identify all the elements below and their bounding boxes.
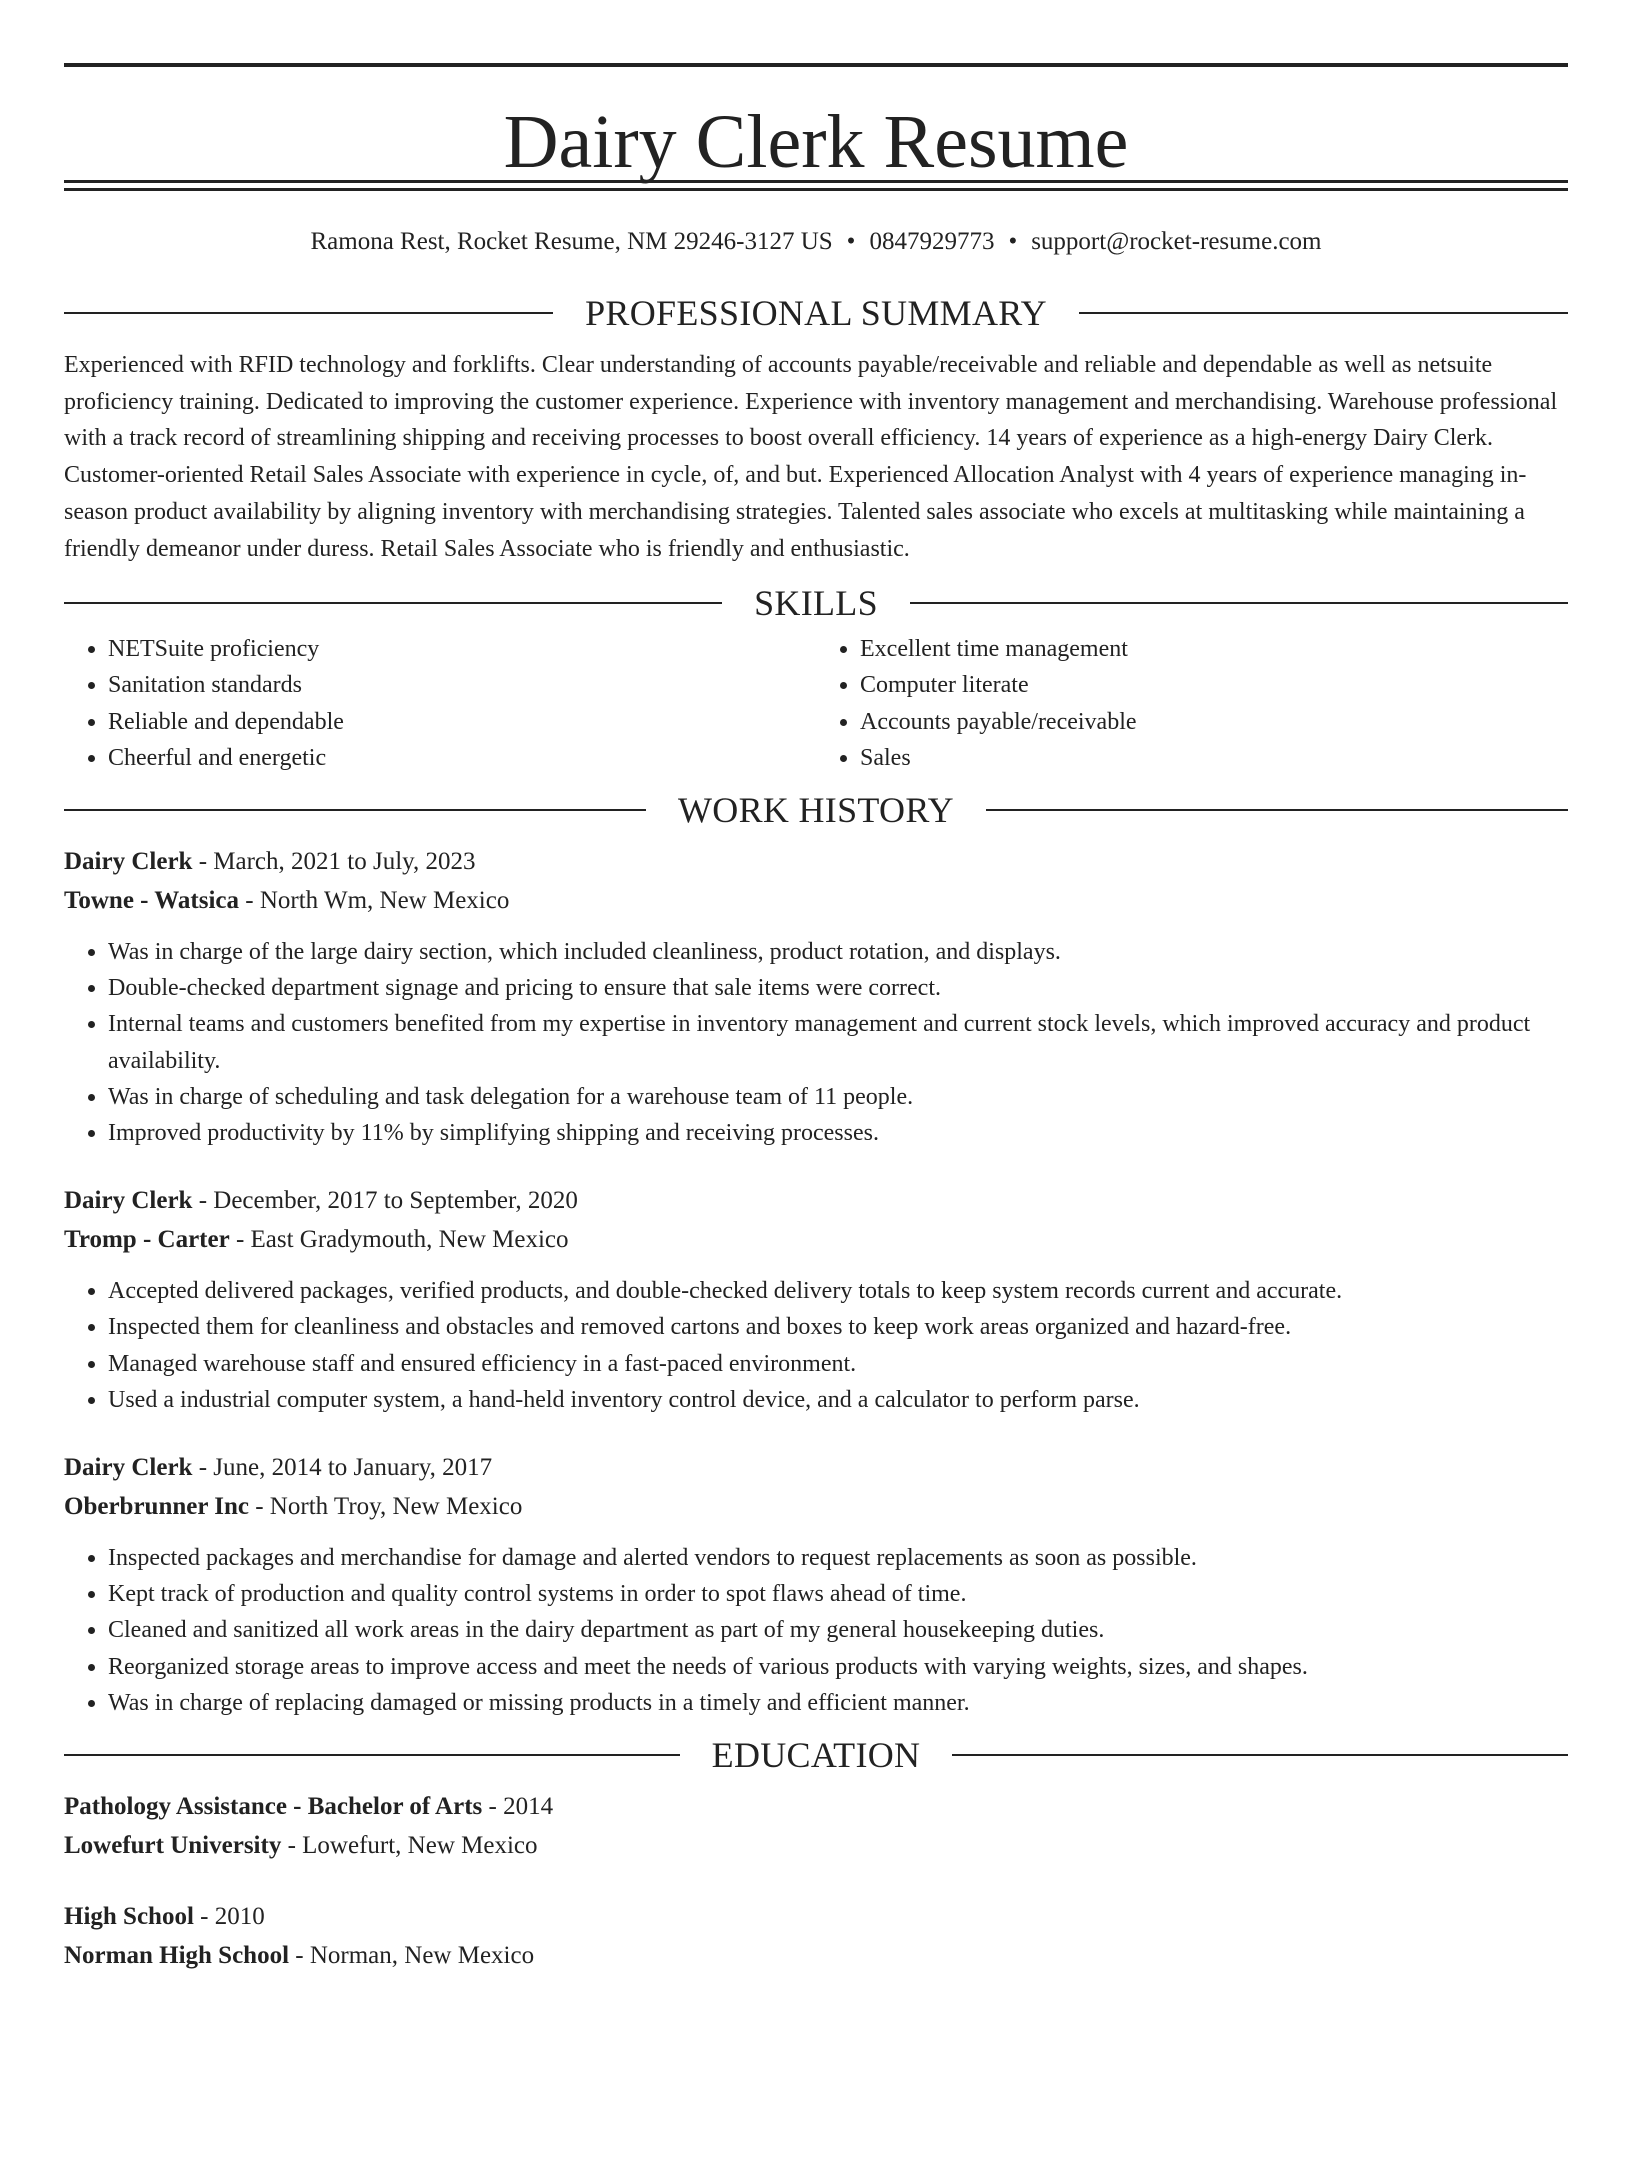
job-location: - East Gradymouth, New Mexico bbox=[229, 1226, 569, 1254]
job-title: Dairy Clerk bbox=[64, 1187, 193, 1215]
skills-column-left bbox=[64, 631, 816, 776]
section-rule bbox=[64, 1754, 680, 1756]
education-school-line bbox=[64, 1936, 1568, 1975]
job-company-line bbox=[64, 1220, 1568, 1259]
contact-separator: • bbox=[846, 228, 856, 255]
job-bullet: • Was in charge of replacing damaged or missing products in a timely and efficient manner. bbox=[108, 1685, 1568, 1721]
job-company: Tromp - Carter bbox=[64, 1226, 230, 1254]
job-bullet: • Was in charge of scheduling and task delegation for a warehouse team of 11 people. bbox=[108, 1079, 1568, 1115]
job-bullet: • Used a industrial computer system, a hand-held inventory control device, and a calculator to perform parse. bbox=[108, 1382, 1568, 1418]
job-bullet: • Accepted delivered packages, verified products, and double-checked delivery totals to keep system records current and accurate. bbox=[108, 1273, 1568, 1309]
job-bullet: • Double-checked department signage and pricing to ensure that sale items were correct. bbox=[108, 970, 1568, 1006]
skill-item: • Sanitation standards bbox=[108, 667, 816, 703]
education-degree-line bbox=[64, 1787, 1568, 1826]
contact-email: support@rocket-resume.com bbox=[1031, 228, 1322, 255]
section-rule bbox=[1079, 312, 1568, 314]
skills-column-right bbox=[816, 631, 1568, 776]
job-title: Dairy Clerk bbox=[64, 848, 193, 876]
section-rule bbox=[64, 809, 646, 811]
education-year: - 2010 bbox=[193, 1903, 265, 1931]
job-location: - North Troy, New Mexico bbox=[248, 1493, 523, 1521]
contact-address: Ramona Rest, Rocket Resume, NM 29246-3127 US bbox=[310, 228, 833, 255]
job-bullets bbox=[64, 934, 1568, 1151]
contact-line bbox=[64, 227, 1568, 257]
contact-separator: • bbox=[1008, 228, 1018, 255]
skill-item: • Cheerful and energetic bbox=[108, 740, 816, 776]
job-dates: - June, 2014 to January, 2017 bbox=[192, 1454, 493, 1482]
education-location: - Norman, New Mexico bbox=[289, 1942, 535, 1970]
job-title-line bbox=[64, 842, 1568, 881]
job-company: Oberbrunner Inc bbox=[64, 1493, 249, 1521]
section-title-skills: SKILLS bbox=[754, 583, 878, 624]
education-school-line bbox=[64, 1826, 1568, 1865]
section-rule bbox=[64, 312, 553, 314]
section-header-work bbox=[64, 788, 1568, 832]
job-company: Towne - Watsica bbox=[64, 887, 240, 915]
job-bullet: • Managed warehouse staff and ensured efficiency in a fast-paced environment. bbox=[108, 1346, 1568, 1382]
job-bullet: • Inspected them for cleanliness and obstacles and removed cartons and boxes to keep work areas organized and hazard-free. bbox=[108, 1309, 1568, 1345]
section-title-summary: PROFESSIONAL SUMMARY bbox=[585, 293, 1047, 333]
section-title-education: EDUCATION bbox=[711, 1735, 921, 1776]
job-title-line bbox=[64, 1181, 1568, 1220]
section-title-work: WORK HISTORY bbox=[678, 790, 954, 831]
job-title-line bbox=[64, 1448, 1568, 1487]
education-entry bbox=[64, 1897, 1568, 1975]
contact-phone: 0847929773 bbox=[869, 228, 995, 255]
job-bullet: • Reorganized storage areas to improve access and meet the needs of various products with varying weights, sizes, and shapes. bbox=[108, 1649, 1568, 1685]
education-entry bbox=[64, 1787, 1568, 1865]
section-rule bbox=[910, 602, 1568, 604]
job-bullet: • Inspected packages and merchandise for damage and alerted vendors to request replacements as soon as possible. bbox=[108, 1540, 1568, 1576]
education-location: - Lowefurt, New Mexico bbox=[281, 1832, 538, 1860]
job-bullet: • Was in charge of the large dairy section, which included cleanliness, product rotation, and displays. bbox=[108, 934, 1568, 970]
job-bullets bbox=[64, 1540, 1568, 1721]
job-entry bbox=[64, 842, 1568, 1151]
job-title: Dairy Clerk bbox=[64, 1454, 193, 1482]
education-degree: High School bbox=[64, 1903, 194, 1931]
job-bullets bbox=[64, 1273, 1568, 1418]
skill-item: • Sales bbox=[860, 740, 1568, 776]
section-header-summary bbox=[64, 291, 1568, 335]
job-entry bbox=[64, 1448, 1568, 1721]
job-company-line bbox=[64, 881, 1568, 920]
education-school: Lowefurt University bbox=[64, 1832, 282, 1860]
section-header-skills bbox=[64, 581, 1568, 625]
skill-item: • Excellent time management bbox=[860, 631, 1568, 667]
job-entry bbox=[64, 1181, 1568, 1418]
summary-text: Experienced with RFID technology and forklifts. Clear understanding of accounts payable/receivable and reliable and dependable as well as netsuite proficiency training. Dedicated to improving the customer experience. Experience with inventory management and merchandising. Warehouse professional with a track record of streamlining shipping and receiving processes to boost overall efficiency. 14 years of experience as a high-energy Dairy Clerk. Customer-oriented Retail Sales Associate with experience in cycle, of, and but. Experienced Allocation Analyst with 4 years of experience managing in-season product availability by aligning inventory with merchandising strategies. Talented sales associate who excels at multitasking while maintaining a friendly demeanor under duress. Retail Sales Associate who is friendly and enthusiastic. bbox=[64, 352, 1558, 562]
job-bullet: • Cleaned and sanitized all work areas in the dairy department as part of my general housekeeping duties. bbox=[108, 1612, 1568, 1648]
job-dates: - March, 2021 to July, 2023 bbox=[192, 848, 476, 876]
skill-item: • Computer literate bbox=[860, 667, 1568, 703]
resume-page bbox=[0, 63, 1632, 2175]
skill-item: • Accounts payable/receivable bbox=[860, 704, 1568, 740]
education-school: Norman High School bbox=[64, 1942, 290, 1970]
skill-item: • NETSuite proficiency bbox=[108, 631, 816, 667]
job-dates: - December, 2017 to September, 2020 bbox=[192, 1187, 578, 1215]
section-rule bbox=[986, 809, 1568, 811]
education-degree: Pathology Assistance - Bachelor of Arts bbox=[64, 1793, 483, 1821]
job-bullet: • Internal teams and customers benefited from my expertise in inventory management and current stock levels, which improved accuracy and product availability. bbox=[108, 1006, 1568, 1078]
job-location: - North Wm, New Mexico bbox=[239, 887, 510, 915]
skill-item: • Reliable and dependable bbox=[108, 704, 816, 740]
section-header-education bbox=[64, 1733, 1568, 1777]
job-bullet: • Improved productivity by 11% by simplifying shipping and receiving processes. bbox=[108, 1115, 1568, 1151]
section-rule bbox=[64, 602, 722, 604]
job-bullet: • Kept track of production and quality control systems in order to spot flaws ahead of time. bbox=[108, 1576, 1568, 1612]
skills-list bbox=[64, 631, 1568, 776]
education-degree-line bbox=[64, 1897, 1568, 1936]
page-title: Dairy Clerk Resume bbox=[503, 100, 1129, 184]
job-company-line bbox=[64, 1487, 1568, 1526]
section-rule bbox=[952, 1754, 1568, 1756]
education-year: - 2014 bbox=[482, 1793, 554, 1821]
